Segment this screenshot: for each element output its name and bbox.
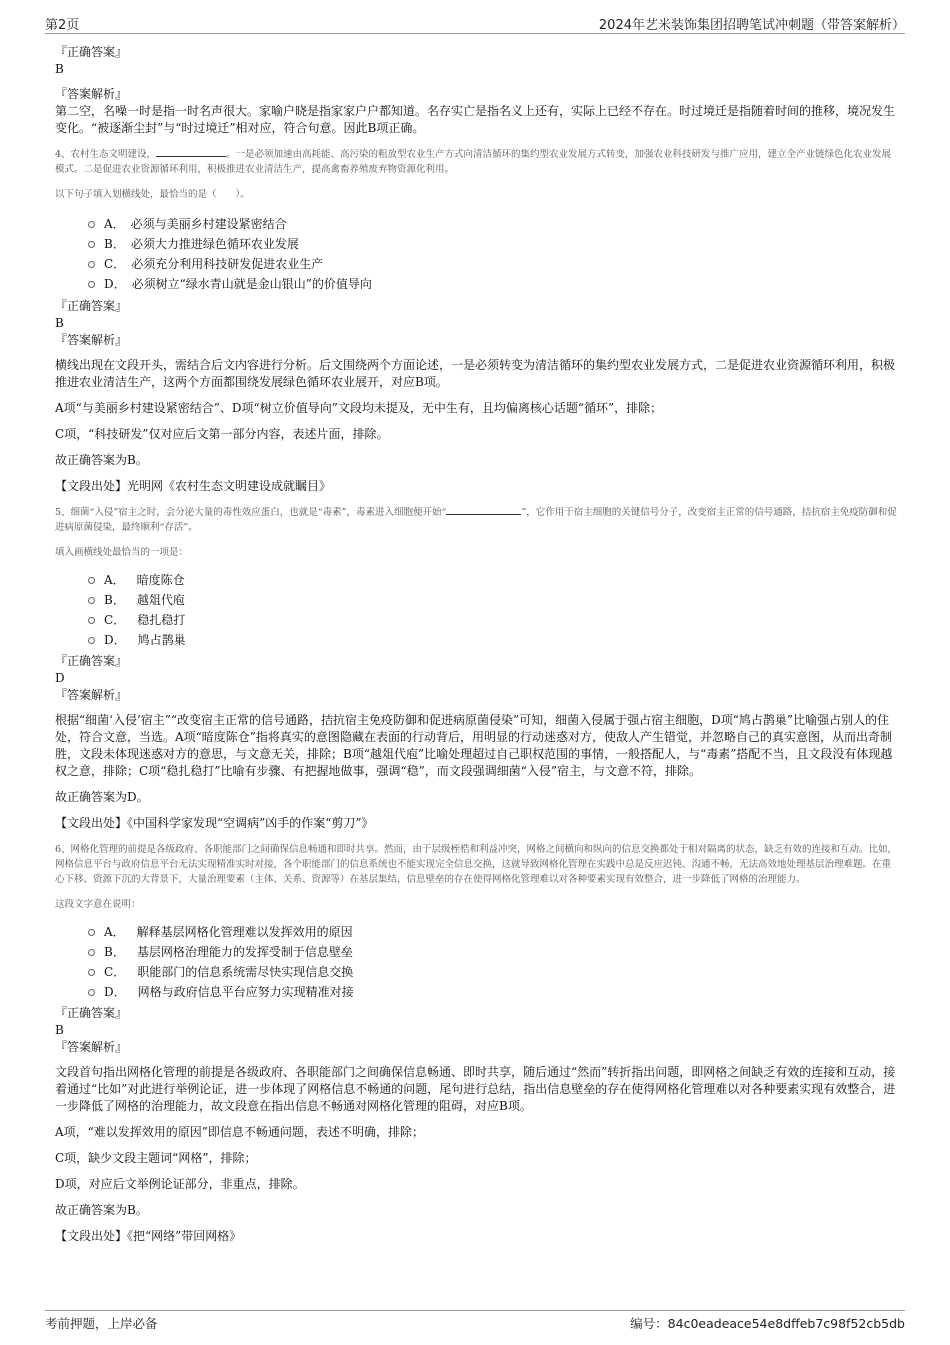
answer-value: B (55, 1023, 64, 1037)
analysis-label: 『答案解析』 (55, 333, 128, 347)
page-header (45, 14, 905, 32)
option-list (55, 922, 898, 1002)
analysis-paragraph: 故正确答案为B。 (55, 1203, 148, 1217)
page-number: 第2页 (45, 18, 80, 33)
answer-label: 『正确答案』 (55, 1006, 128, 1020)
radio-icon[interactable] (88, 969, 95, 976)
analysis-label: 『答案解析』 (55, 1040, 128, 1054)
option-c[interactable]: C． 职能部门的信息系统需尽快实现信息交换 (88, 962, 898, 982)
source-citation: 【文段出处】《把“网络”带回网格》 (55, 1229, 242, 1243)
option-c[interactable]: C． 必须充分利用科技研发促进农业生产 (88, 254, 898, 274)
option-d[interactable]: D． 必须树立“绿水青山就是金山银山”的价值导向 (88, 274, 898, 294)
option-a[interactable]: A． 必须与美丽乡村建设紧密结合 (88, 214, 898, 234)
analysis-label: 『答案解析』 (55, 688, 128, 702)
radio-icon[interactable] (88, 637, 95, 644)
option-a[interactable]: A． 暗度陈仓 (88, 570, 898, 590)
question-prompt: 填入画横线处最恰当的一项是： (55, 547, 189, 558)
analysis-paragraph: C项，“科技研发”仅对应后文第一部分内容，表述片面，排除。 (55, 427, 389, 441)
option-list (55, 570, 898, 650)
radio-icon[interactable] (88, 577, 95, 584)
question-prompt: 这段文字意在说明： (55, 899, 141, 910)
analysis-paragraph: 根据“细菌‘入侵’宿主”“改变宿主正常的信号通路，拮抗宿主免疫防御和促进病原菌侵染”可知，细菌入侵属于强占宿主细胞，D项“鸠占鹊巢”比喻强占别人的住处，符合文意，当选。A项“暗度陈仓”指将真实的意图隐藏在表面的行动背后，用明显的行动迷惑对方，使敌人产生错觉，并忽略自己的真实意图，从而出奇制胜，文段未体现迷惑对方的意思，与文意无关，排除；B项“越俎代庖”比喻处理超过自己职权范围的事情，一般搭配人，与“毒素”搭配不当，且文段没有体现越权之意，排除；C项“稳扎稳打”比喻有步骤、有把握地做事，强调“稳”，而文段强调细菌“入侵”宿主，与文意不符，排除。 (55, 713, 893, 778)
analysis-paragraph: D项，对应后文举例论证部分，非重点，排除。 (55, 1177, 305, 1191)
analysis-paragraph: 故正确答案为B。 (55, 453, 148, 467)
answer-value: D (55, 671, 65, 685)
radio-icon[interactable] (88, 221, 95, 228)
question-stem: 5、细菌“入侵”宿主之时，会分泌大量的毒性效应蛋白，也就是“毒素”，毒素进入细胞便开始“ ”，它作用于宿主细胞的关键信号分子，改变宿主正常的信号通路，拮抗宿主免疫防御和促进病原菌侵染，最终顺利“存活”。 (55, 507, 897, 533)
analysis-paragraph: A项，“难以发挥效用的原因”即信息不畅通问题，表述不明确，排除； (55, 1125, 424, 1139)
fill-blank (446, 505, 521, 515)
radio-icon[interactable] (88, 617, 95, 624)
source-citation: 【文段出处】光明网《农村生态文明建设成就瞩目》 (55, 479, 332, 493)
option-b[interactable]: B． 越俎代庖 (88, 590, 898, 610)
radio-icon[interactable] (88, 261, 95, 268)
option-b[interactable]: B． 基层网格治理能力的发挥受制于信息壁垒 (88, 942, 898, 962)
analysis-paragraph: 文段首句指出网格化管理的前提是各级政府、各职能部门之间确保信息畅通、即时共享，随后通过“然而”转折指出问题，即网格之间缺乏有效的连接和互动，接着通过“比如”对此进行举例论证，进一步体现了网格信息不畅通的问题，尾句进行总结，指出信息壁垒的存在使得网格化管理难以对各种要素实现有效整合，进一步降低了网格的治理能力，故文段意在指出信息不畅通对网格化管理的阻碍，对应B项。 (55, 1065, 896, 1113)
analysis-paragraph: C项，缺少文段主题词“网格”，排除； (55, 1151, 257, 1165)
radio-icon[interactable] (88, 241, 95, 248)
answer-label: 『正确答案』 (55, 654, 128, 668)
option-b[interactable]: B． 必须大力推进绿色循环农业发展 (88, 234, 898, 254)
document-id: 编号：84c0eadeace54e8dffeb7c98f52cb5db (630, 1316, 905, 1331)
question-stem: 4、农村生态文明建设， 。一是必须加速由高耗能、高污染的粗放型农业生产方式向清洁循环的集约型农业发展方式转变，加强农业科技研发与推广应用，建立全产业链绿色化农业发展模式。二是促进农业资源循环利用，积极推进农业清洁生产，提高禽畜养殖废弃物资源化利用。 (55, 149, 892, 175)
option-a[interactable]: A． 解释基层网格化管理难以发挥效用的原因 (88, 922, 898, 942)
document-title: 2024年艺米装饰集团招聘笔试冲刺题（带答案解析） (598, 18, 905, 33)
question-stem: 6、网格化管理的前提是各级政府、各职能部门之间确保信息畅通和即时共享。然而，由于层级桎梏和利益冲突，网格之间横向和纵向的信息交换都处于相对隔离的状态，缺乏有效的连接和互动。比如，网格信息平台与政府信息平台无法实现精准实时对接，各个职能部门的信息系统也不能实现完全信息交换，这就导致网格化管理在实践中总是反应迟钝、沟通不畅，无法高效地处理基层治理难题。在重心下移、资源下沉的大背景下，大量治理要素（主体、关系、资源等）在基层集结，信息壁垒的存在使得网格化管理难以对各种要素实现有效整合，进一步降低了网格的治理能力。 (55, 844, 898, 885)
radio-icon[interactable] (88, 281, 95, 288)
document-body (55, 44, 898, 1245)
analysis-label: 『答案解析』 (55, 87, 128, 101)
answer-label: 『正确答案』 (55, 299, 128, 313)
analysis-text: 第二空，名噪一时是指一时名声很大。家喻户晓是指家家户户都知道。名存实亡是指名义上还有，实际上已经不存在。时过境迁是指随着时间的推移，境况发生变化。“被逐渐尘封”与“时过境迁”相对应，符合句意。因此B项正确。 (55, 104, 896, 135)
radio-icon[interactable] (88, 949, 95, 956)
header-divider (45, 33, 905, 34)
question-prompt: 以下句子填入划横线处，最恰当的是（ ）。 (55, 189, 250, 200)
analysis-paragraph: A项“与美丽乡村建设紧密结合”、D项“树立价值导向”文段均未提及，无中生有，且均偏离核心话题“循环”，排除； (55, 401, 663, 415)
analysis-paragraph: 横线出现在文段开头，需结合后文内容进行分析。后文围绕两个方面论述，一是必须转变为清洁循环的集约型农业发展方式，二是促进农业资源循环利用，积极推进农业清洁生产，这两个方面都围绕发展绿色循环农业展开，对应B项。 (55, 358, 896, 389)
option-d[interactable]: D． 鸠占鹊巢 (88, 630, 898, 650)
answer-label: 『正确答案』 (55, 45, 128, 59)
source-citation: 【文段出处】《中国科学家发现“空调病”凶手的作案“剪刀”》 (55, 816, 374, 830)
analysis-paragraph: 故正确答案为D。 (55, 790, 149, 804)
radio-icon[interactable] (88, 597, 95, 604)
footer-divider (45, 1310, 905, 1311)
answer-value: B (55, 316, 64, 330)
footer-slogan: 考前押题，上岸必备 (45, 1316, 158, 1331)
option-c[interactable]: C． 稳扎稳打 (88, 610, 898, 630)
fill-blank (156, 147, 226, 157)
radio-icon[interactable] (88, 989, 95, 996)
option-list (55, 214, 898, 294)
radio-icon[interactable] (88, 929, 95, 936)
answer-value: B (55, 62, 64, 76)
option-d[interactable]: D． 网格与政府信息平台应努力实现精准对接 (88, 982, 898, 1002)
